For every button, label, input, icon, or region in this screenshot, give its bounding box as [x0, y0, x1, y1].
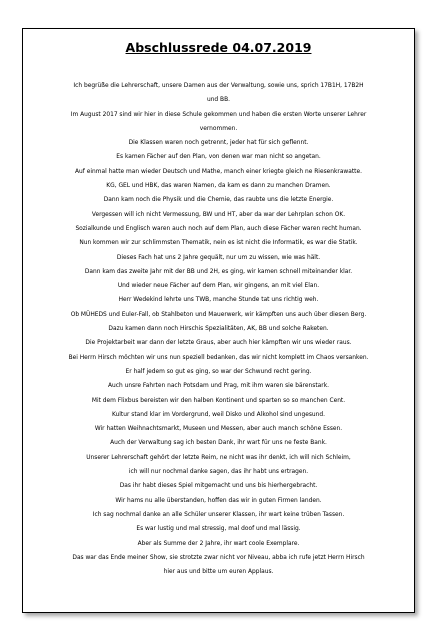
speech-line: vernommen. — [199, 125, 238, 132]
speech-line: Er half jedem so gut es ging, so war der Schwund recht gering. — [125, 368, 312, 375]
speech-line: Es kamen Fächer auf den Plan, von denen war man nicht so angetan. — [116, 154, 321, 161]
speech-line: Wir hatten Weihnachtsmarkt, Museen und Messen, aber auch manch schöne Essen. — [94, 426, 343, 433]
speech-line: Das ihr habt dieses Spiel mitgemacht und uns bis hierhergebracht. — [119, 483, 318, 490]
speech-line: Wir hams nu alle überstanden, hoffen das wir in guten Firmen landen. — [115, 497, 322, 504]
speech-line: Aber als Summe der 2 Jahre, ihr wart coole Exemplare. — [137, 540, 300, 547]
speech-line: Ich begrüße die Lehrerschaft, unsere Damen aus der Verwaltung, sowie uns, sprich 17B1H, 17B2H — [73, 83, 364, 89]
speech-line: Sozialkunde und Englisch waren auch noch auf dem Plan, auch diese Fächer waren recht human. — [75, 225, 362, 232]
speech-line: Bei Herrn Hirsch möchten wir uns nun speziell bedanken, das wir nicht komplett im Chaos versanken. — [68, 354, 369, 361]
speech-line: Mit dem Flixbus bereisten wir den halben Kontinent und sparten so so manchen Cent. — [91, 397, 346, 404]
speech-line: Ob MÜHEDS und Euler-Fall, ob Stahlbeton und Mauerwerk, wir kämpften uns auch über diesen Berg. — [70, 311, 367, 318]
document-title: Abschlussrede 04.07.2019 — [125, 40, 312, 55]
speech-line: Und wieder neue Fächer auf dem Plan, wir gingens, an mit viel Elan. — [117, 283, 320, 290]
speech-line: ich will nur nochmal danke sagen, das ihr habt uns ertragen. — [128, 469, 309, 476]
speech-line: Auch unsre Fahrten nach Potsdam und Prag, mit ihm waren sie bärenstark. — [108, 383, 329, 390]
speech-line: Kultur stand klar im Vordergrund, weil Disko und Alkohol sind ungesund. — [111, 411, 326, 418]
speech-line: Auf einmal hatte man wieder Deutsch und Mathe, manch einer kriegte gleich ne Riesenkrawatte. — [75, 168, 362, 175]
speech-line: Dann kam noch die Physik und die Chemie, das raubte uns die letzte Energie. — [103, 197, 334, 204]
speech-line: Die Klassen waren noch getrennt, jeder hat für sich geflennt. — [128, 140, 309, 147]
speech-line: Im August 2017 sind wir hier in diese Schule gekommen und haben die ersten Worte unserer Lehrer — [70, 111, 367, 118]
document-page — [22, 28, 415, 613]
speech-line: Es war lustig und mal stressig, mal doof und mal lässig. — [136, 526, 301, 533]
speech-line: Dieses Fach hat uns 2 Jahre gequält, nur um zu wissen, wie was hält. — [116, 254, 321, 261]
speech-line: Das war das Ende meiner Show, sie strotzte zwar nicht vor Niveau, abba ich rufe jetzt Herrn Hirsch — [72, 554, 365, 561]
speech-line: Dazu kamen dann noch Hirschis Spezialitäten, AK, BB und solche Raketen. — [108, 326, 329, 333]
speech-line: Ich sag nochmal danke an alle Schüler unserer Klassen, ihr wart keine trüben Tassen. — [92, 511, 345, 518]
speech-line: Unserer Lehrerschaft gehört der letzte Reim, ne nicht was ihr denkt, ich will nich Schleim, — [86, 454, 351, 461]
speech-line: KG, GEL und HBK, das waren Namen, da kam es dann zu manchen Dramen. — [106, 183, 331, 190]
speech-line: hier aus und bitte um euren Applaus. — [163, 569, 274, 576]
speech-line: Herr Wedekind lehrte uns TWB, manche Stunde tat uns richtig weh. — [118, 297, 319, 304]
speech-line: Die Projektarbeit war dann der letzte Graus, aber auch hier kämpften wir uns wieder raus. — [85, 340, 352, 347]
speech-line: und BB. — [206, 97, 231, 104]
speech-line: Dann kam das zweite Jahr mit der BB und 2H, es ging, wir kamen schnell miteinander klar. — [84, 268, 353, 275]
speech-line: Auch der Verwaltung sag ich besten Dank, ihr wart für uns ne feste Bank. — [110, 440, 327, 447]
speech-line: Nun kommen wir zur schlimmsten Thematik, nein es ist nicht die Informatik, es war die Statik. — [79, 240, 358, 247]
speech-body — [31, 79, 406, 579]
speech-line: Vergessen will ich nicht Vermessung, BW und HT, aber da war der Lehrplan schon OK. — [91, 211, 346, 218]
